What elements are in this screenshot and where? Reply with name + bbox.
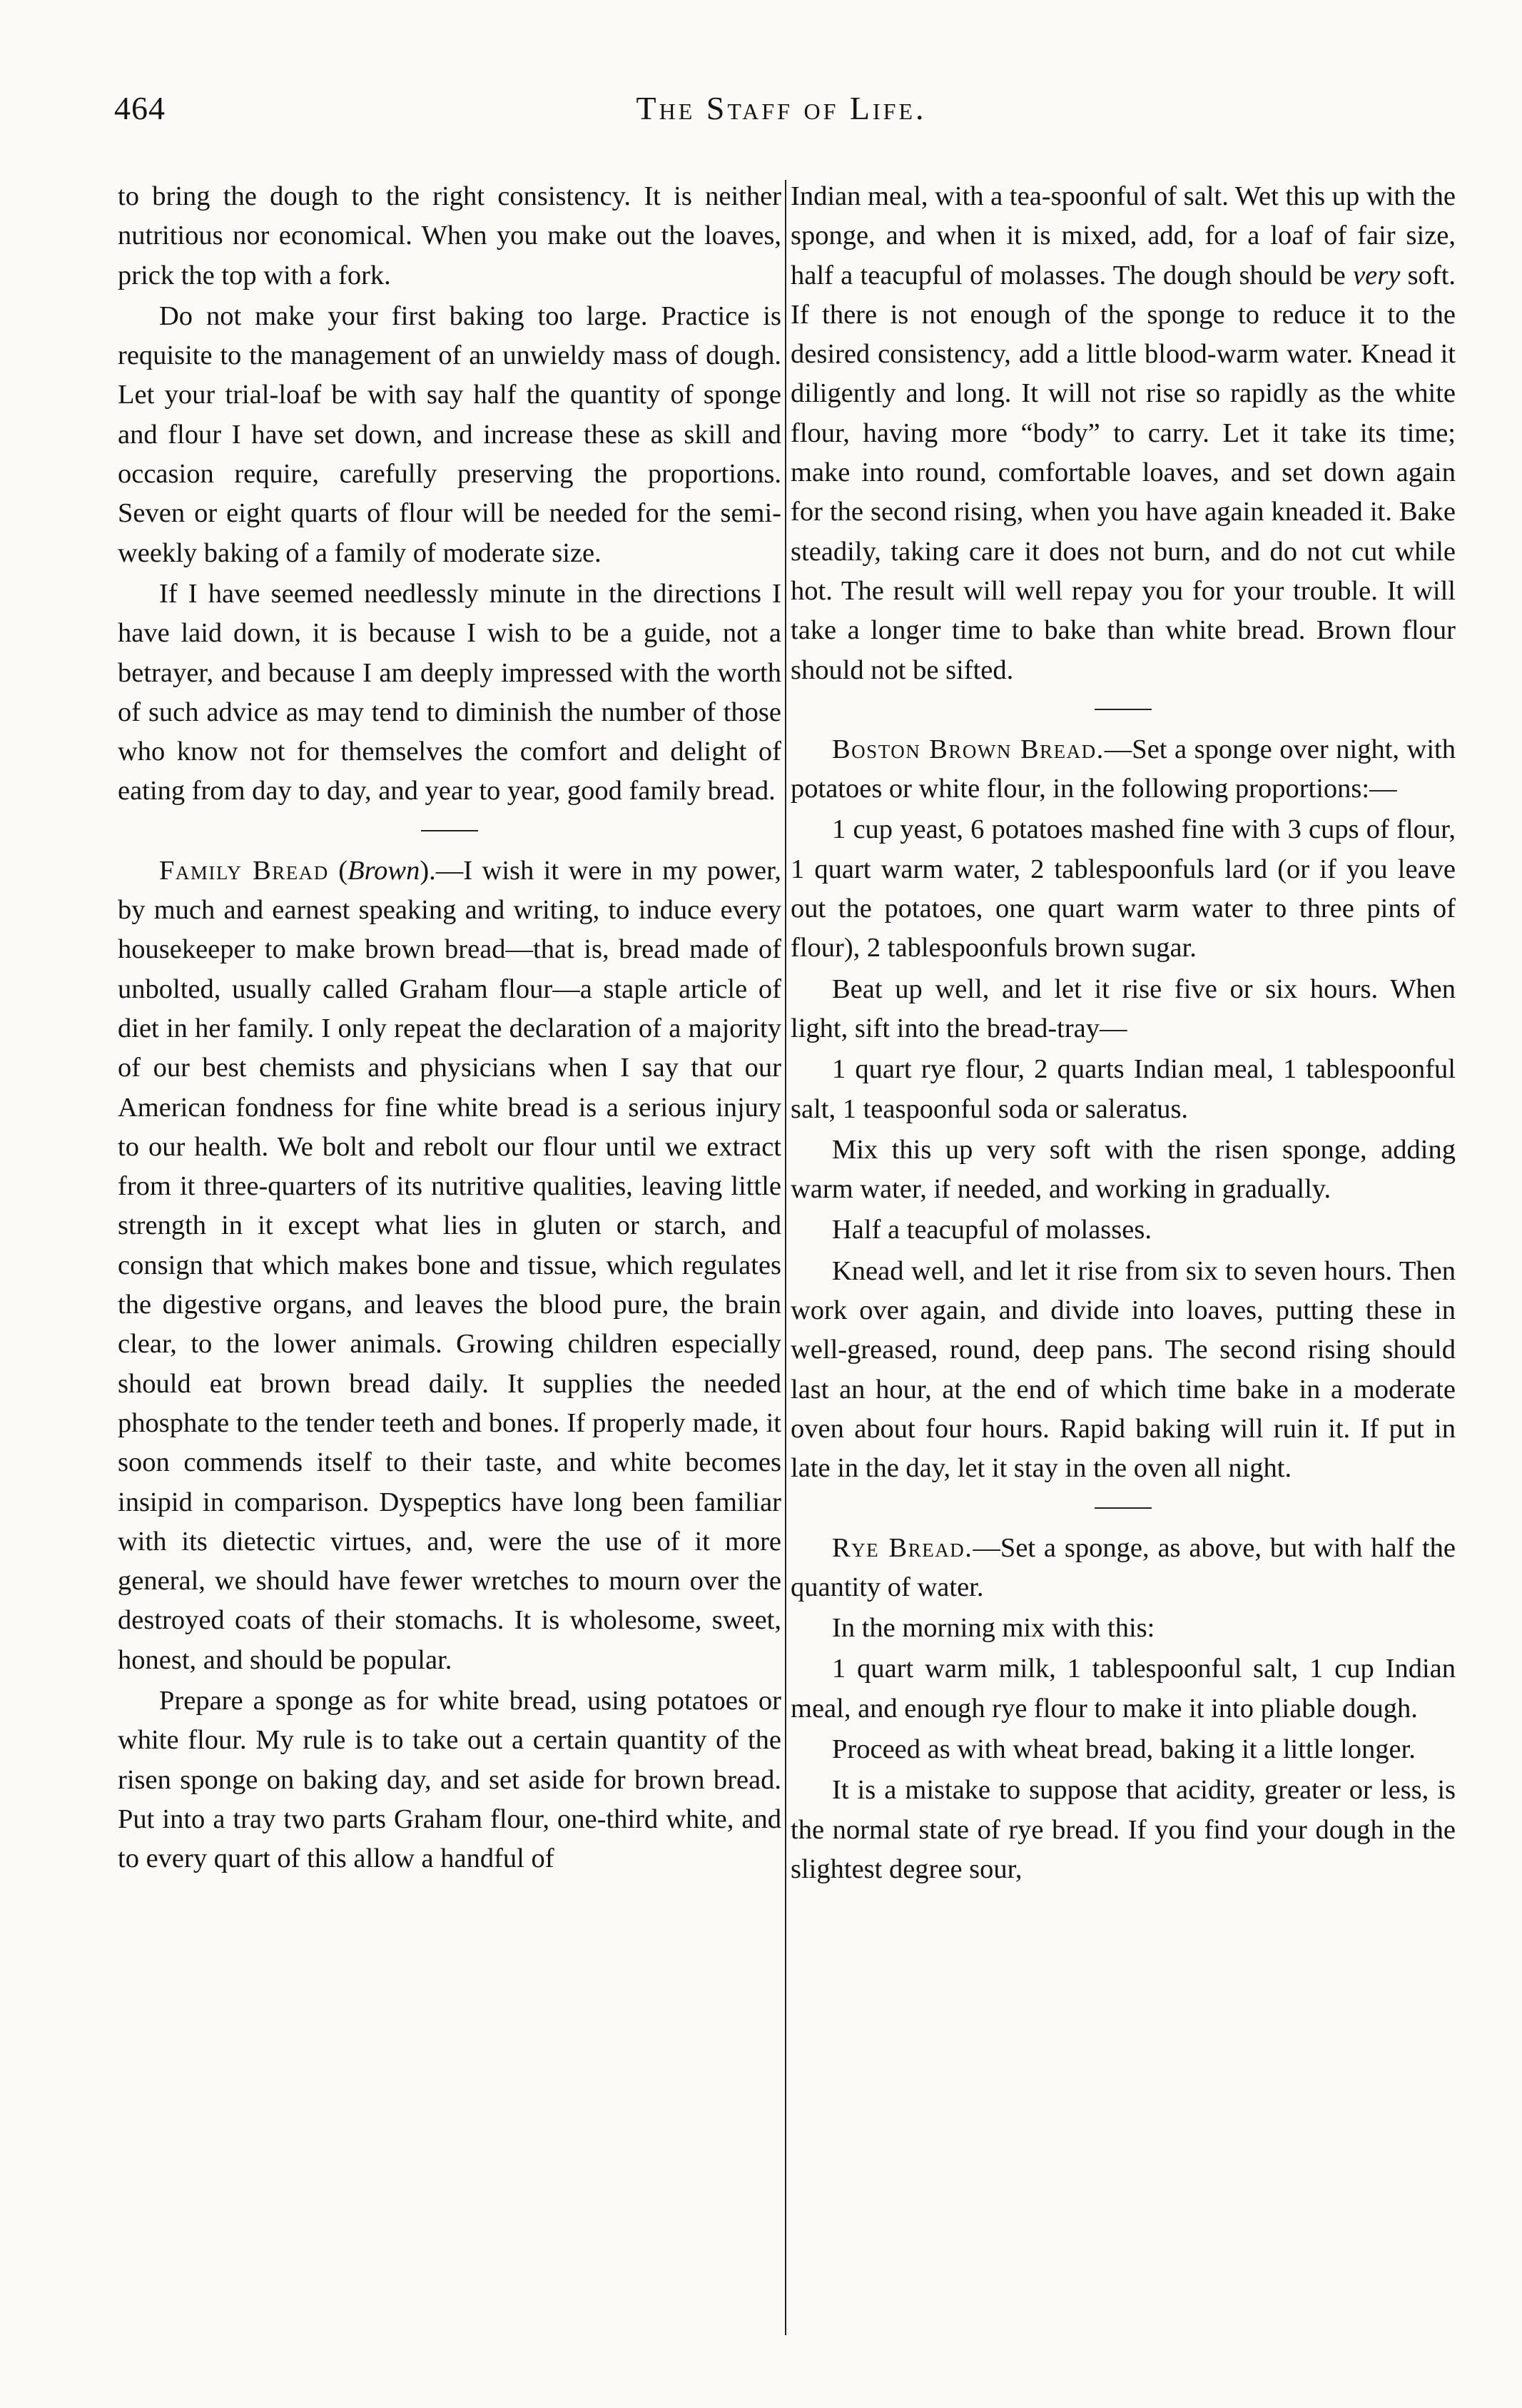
left-column [118,177,781,1880]
recipe-text: —I wish it were in my power, by much and earnest speaking and writing, to induce every housekeeper to make brown bread—that is, bread made of unbolted, usually called Graham flour—a staple article of diet in her family. I only repeat the declaration of a majority of our best chemists and physicians when I say that our American fondness for fine white bread is a serious injury to our health. We bolt and rebolt our flour until we extract from it three-quarters of its nutritive qualities, leaving little strength in it except what lies in gluten or starch, and consign that which makes bone and tissue, which regulates the digestive organs, and leaves the blood pure, the brain clear, to the lower animals. Growing children especially should eat brown bread daily. It supplies the needed phosphate to the tender teeth and bones. If properly made, it soon commends itself to their taste, and white becomes insipid in comparison. Dyspeptics have long been familiar with its dietectic virtues, and, were the use of it more general, we should have fewer wretches to mourn over the destroyed coats of their stomachs. It is wholesome, sweet, honest, and should be popular. [118,855,781,1675]
recipe-heading: Family Bread [159,855,329,886]
recipe-heading: Boston Brown Bread. [832,734,1105,764]
paragraph: Proceed as with wheat bread, baking it a little longer. [832,1734,1416,1764]
paragraph: 1 quart warm milk, 1 tablespoonful salt, 1 cup Indian meal, and enough rye flour to make it into pliable dough. [791,1654,1456,1724]
paragraph: to bring the dough to the right consistency. It is neither nutritious nor economical. When you make out the loaves, prick the top with a fork. [118,181,781,290]
page-header [114,89,1449,153]
recipe-family-bread [118,851,781,1680]
heading-paren: ( [328,855,348,886]
page-number: 464 [114,90,166,126]
text-run: Indian meal, with a tea-spoonful of salt. Wet this up with the sponge, and when it is mixed, add, for a loaf of fair size, half a teacupful of molasses. The dough should be [791,181,1456,290]
paragraph: It is a mistake to suppose that acidity, greater or less, is the normal state of rye bread. If you find your dough in the slightest degree sour, [791,1775,1456,1884]
recipe-boston-brown-bread [791,730,1456,809]
section-divider [1095,709,1152,710]
paragraph: Beat up well, and let it rise five or six hours. When light, sift into the bread-tray— [791,973,1456,1043]
recipe-text: —Set a sponge, as above, but with half the quantity of water. [791,1532,1456,1602]
italic-run: very [1353,260,1401,290]
recipe-text: —Set a sponge over night, with potatoes or white flour, in the following proportions:— [791,734,1456,804]
paragraph: 1 quart rye flour, 2 quarts Indian meal, 1 tablespoonful salt, 1 teaspoonful soda or saleratus. [791,1054,1456,1124]
paragraph: If I have seemed needlessly minute in the directions I have laid down, it is because I wish to be a guide, not a betrayer, and because I am deeply impressed with the worth of such advice as may tend to diminish the number of those who know not for themselves the comfort and delight of eating from day to day, and year to year, good family bread. [118,578,781,806]
column-divider-rule [785,180,786,2335]
paragraph: In the morning mix with this: [832,1613,1155,1644]
paragraph: 1 cup yeast, 6 potatoes mashed fine with 3 cups of flour, 1 quart warm water, 2 tablespoonfuls lard (or if you leave out the potatoes, one quart warm water to three pints of flour), 2 tablespoonfuls brown sugar. [791,814,1456,963]
section-divider [1095,1507,1152,1509]
heading-italic: Brown [347,855,420,886]
heading-paren: ). [420,855,436,886]
text-run: soft. If there is not enough of the sponge to reduce it to the desired consistency, add a little blood-warm water. Knead it diligently and long. It will not rise so rapidly as the white flour, having more “body” to carry. Let it take its time; make into round, comfortable loaves, and set down again for the second rising, when you have again kneaded it. Bake steadily, taking care it does not burn, and do not cut while hot. The result will well repay you for your trouble. It will take a longer time to bake than white bread. Brown flour should not be sifted. [791,260,1456,685]
right-column [791,177,1456,1891]
section-divider [421,830,478,831]
recipe-rye-bread [791,1529,1456,1608]
paragraph: Mix this up very soft with the risen sponge, adding warm water, if needed, and working in gradually. [791,1134,1456,1205]
running-title: The Staff of Life. [636,90,927,126]
paragraph: Half a teacupful of molasses. [832,1215,1152,1245]
paragraph: Do not make your first baking too large. Practice is requisite to the management of an unwieldy mass of dough. Let your trial-loaf be with say half the quantity of sponge and flour I have set down, and increase these as skill and occasion require, carefully preserving the proportions. Seven or eight quarts of flour will be needed for the semi-weekly baking of a family of moderate size. [118,300,781,568]
recipe-heading: Rye Bread. [832,1532,973,1563]
paragraph: Prepare a sponge as for white bread, using potatoes or white flour. My rule is to take out a certain quantity of the risen sponge on baking day, and set aside for brown bread. Put into a tray two parts Graham flour, one-third white, and to every quart of this allow a handful of [118,1685,781,1874]
paragraph [791,177,1456,690]
paragraph: Knead well, and let it rise from six to seven hours. Then work over again, and divide into loaves, putting these in well-greased, round, deep pans. The second rising should last an hour, at the end of which time bake in a moderate oven about four hours. Rapid baking will ruin it. If put in late in the day, let it stay in the oven all night. [791,1255,1456,1484]
